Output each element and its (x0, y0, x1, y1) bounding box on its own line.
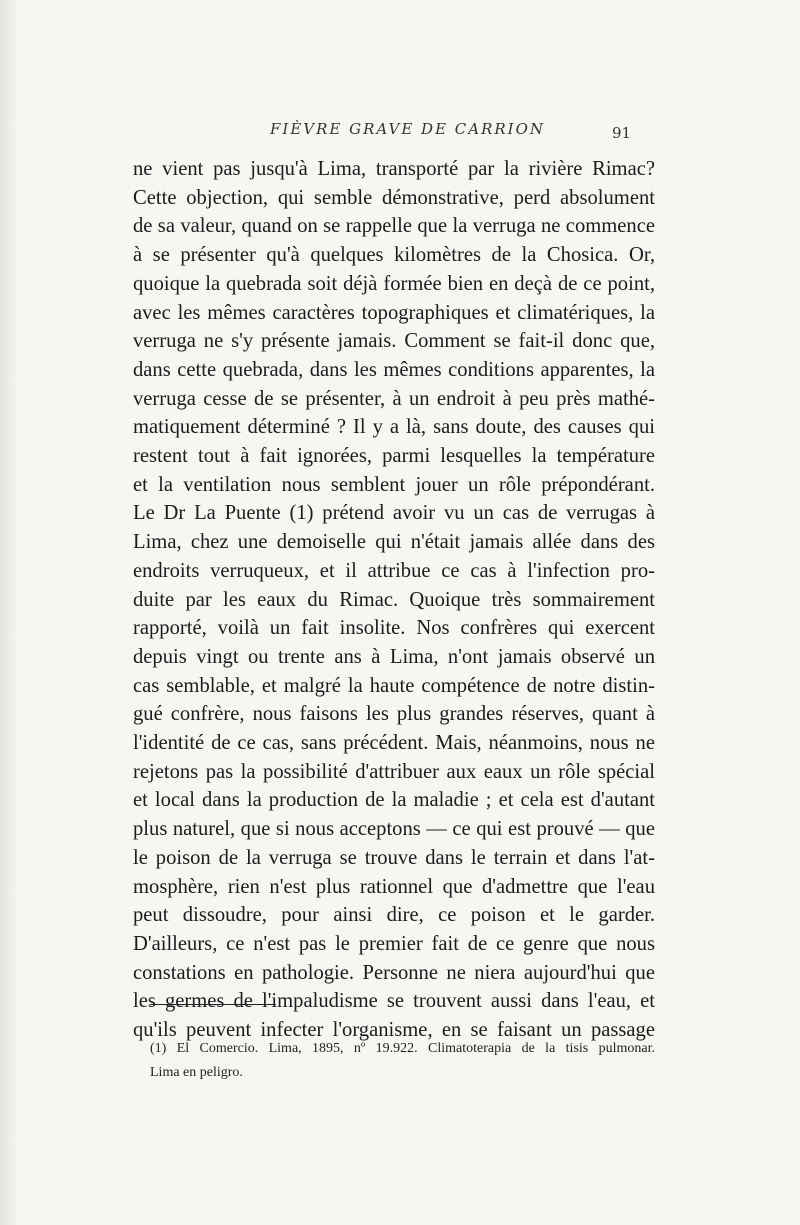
page-number: 91 (612, 124, 632, 142)
text-line: les germes de l'impaludisme se trouvent aussi dans l'eau, et (133, 990, 655, 1013)
text-line: peut dissoudre, pour ainsi dire, ce poison et le garder. (133, 904, 655, 927)
text-line: restent tout à fait ignorées, parmi lesquelles la température (133, 445, 655, 468)
text-line: avec les mêmes caractères topographiques et climatériques, la (133, 301, 655, 324)
text-line: matiquement déterminé ? Il y a là, sans doute, des causes qui (133, 416, 655, 439)
text-line: le poison de la verruga se trouve dans le terrain et dans l'at- (133, 846, 655, 869)
text-line: verruga cesse de se présenter, à un endroit à peu près mathé- (133, 387, 655, 410)
text-line: rejetons pas la possibilité d'attribuer aux eaux un rôle spécial (133, 760, 655, 783)
text-line: verruga ne s'y présente jamais. Comment se fait-il donc que, (133, 330, 655, 353)
text-line: plus naturel, que si nous acceptons — ce qui est prouvé — que (133, 818, 655, 841)
text-line: depuis vingt ou trente ans à Lima, n'ont jamais observé un (133, 645, 655, 668)
text-line: endroits verruqueux, et il attribue ce cas à l'infection pro- (133, 559, 655, 582)
text-line: Cette objection, qui semble démonstrative, perd absolument (133, 186, 655, 209)
text-line: D'ailleurs, ce n'est pas le premier fait de ce genre que nous (133, 932, 655, 955)
footnote (150, 1037, 655, 1085)
text-line: Lima, chez une demoiselle qui n'était jamais allée dans des (133, 531, 655, 554)
footnote-line: (1) El Comercio. Lima, 1895, nº 19.922. Climatoterapia de la tisis pulmonar. (150, 1041, 655, 1056)
text-line: Le Dr La Puente (1) prétend avoir vu un cas de verrugas à (133, 502, 655, 525)
text-line: rapporté, voilà un fait insolite. Nos confrères qui exercent (133, 617, 655, 640)
text-line: constations en pathologie. Personne ne niera aujourd'hui que (133, 961, 655, 984)
text-line: duite par les eaux du Rimac. Quoique très sommairement (133, 588, 655, 611)
text-line: et la ventilation nous semblent jouer un rôle prépondérant. (133, 473, 655, 496)
page-gutter-shadow (0, 0, 18, 1225)
text-line: mosphère, rien n'est plus rationnel que d'admettre que l'eau (133, 875, 655, 898)
text-line: ne vient pas jusqu'à Lima, transporté par la rivière Rimac? (133, 158, 655, 180)
footnote-rule (150, 1004, 276, 1005)
text-line: dans cette quebrada, dans les mêmes conditions apparentes, la (133, 358, 655, 381)
body-text (133, 155, 655, 1045)
text-line: et local dans la production de la maladie ; et cela est d'autant (133, 789, 655, 812)
text-line: cas semblable, et malgré la haute compétence de notre distin- (133, 674, 655, 697)
text-line: de sa valeur, quand on se rappelle que la verruga ne commence (133, 215, 655, 238)
text-line: quoique la quebrada soit déjà formée bien en deçà de ce point, (133, 272, 655, 295)
footnote-line: Lima en peligro. (150, 1065, 243, 1080)
text-line: gué confrère, nous faisons les plus grandes réserves, quant à (133, 703, 655, 726)
text-line: l'identité de ce cas, sans précédent. Mais, néanmoins, nous ne (133, 732, 655, 755)
running-title: FIÈVRE GRAVE DE CARRION (270, 120, 546, 138)
text-line: qu'ils peuvent infecter l'organisme, en se faisant un passage (133, 1019, 655, 1042)
text-line: à se présenter qu'à quelques kilomètres de la Chosica. Or, (133, 244, 655, 267)
